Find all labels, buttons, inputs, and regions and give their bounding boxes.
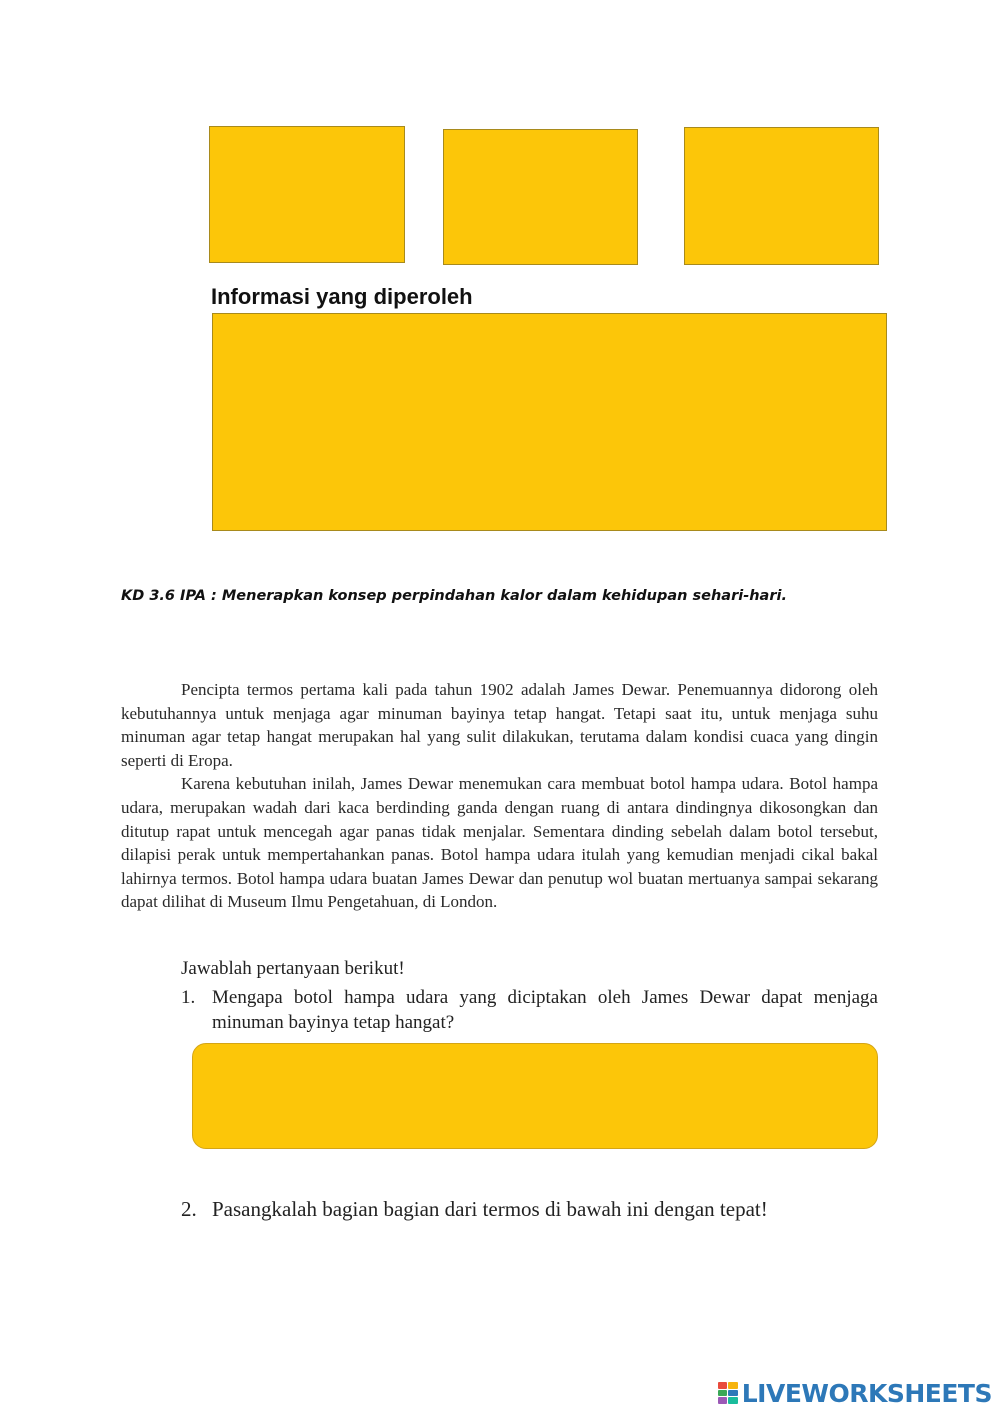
info-answer-box[interactable] <box>212 313 887 531</box>
question-2-number: 2. <box>181 1197 197 1221</box>
reading-paragraph-2: Karena kebutuhan inilah, James Dewar menemukan cara membuat botol hampa udara. Botol hampa udara, merupakan wadah dari kaca berdinding ganda dengan ruang di antara dindingnya dikosongkan dan ditutup rapat untuk mencegah agar panas tidak menjalar. Sementara dinding sebelah dalam botol tersebut, dilapisi perak untuk mempertahankan panas. Botol hampa udara itulah yang kemudian menjadi cikal bakal lahirnya termos. Botol hampa udara buatan James Dewar dan penutup wol buatan mertuanya sampai sekarang dapat dilihat di Museum Ilmu Pengetahuan, di London. <box>121 774 878 912</box>
logo-tile <box>728 1382 738 1389</box>
answer-box-image-1[interactable] <box>209 126 405 263</box>
logo-tile <box>728 1390 738 1397</box>
answer-box-image-2[interactable] <box>443 129 638 265</box>
reading-paragraph-1: Pencipta termos pertama kali pada tahun 1902 adalah James Dewar. Penemuannya didorong oleh kebutuhannya untuk menjaga agar minuman bayinya tetap hangat. Tetapi saat itu, untuk menjaga suhu minuman agar tetap hangat merupakan hal yang sulit dilakukan, terutama dalam kondisi cuaca yang dingin seperti di Eropa. <box>121 680 878 770</box>
question-2-text: Pasangkalah bagian bagian dari termos di bawah ini dengan tepat! <box>212 1197 768 1221</box>
logo-tile <box>718 1382 728 1389</box>
question-1-answer-box[interactable] <box>192 1043 878 1149</box>
question-instruction: Jawablah pertanyaan berikut! <box>181 958 405 979</box>
liveworksheets-logo-icon <box>718 1382 738 1404</box>
question-1-text: Mengapa botol hampa udara yang diciptakan oleh James Dewar dapat menjaga minuman bayinya tetap hangat? <box>212 987 878 1033</box>
answer-box-image-3[interactable] <box>684 127 879 265</box>
logo-tile <box>718 1397 728 1404</box>
competency-statement: KD 3.6 IPA : Menerapkan konsep perpindahan kalor dalam kehidupan sehari-hari. <box>121 588 787 604</box>
info-heading: Informasi yang diperoleh <box>211 284 473 309</box>
question-1-number: 1. <box>181 987 196 1008</box>
liveworksheets-brand <box>718 1378 992 1408</box>
logo-tile <box>718 1390 728 1397</box>
logo-tile <box>728 1397 738 1404</box>
reading-passage <box>121 678 878 914</box>
brand-name: LIVEWORKSHEETS <box>741 1378 992 1408</box>
question-1 <box>181 985 878 1035</box>
question-2 <box>181 1197 878 1222</box>
